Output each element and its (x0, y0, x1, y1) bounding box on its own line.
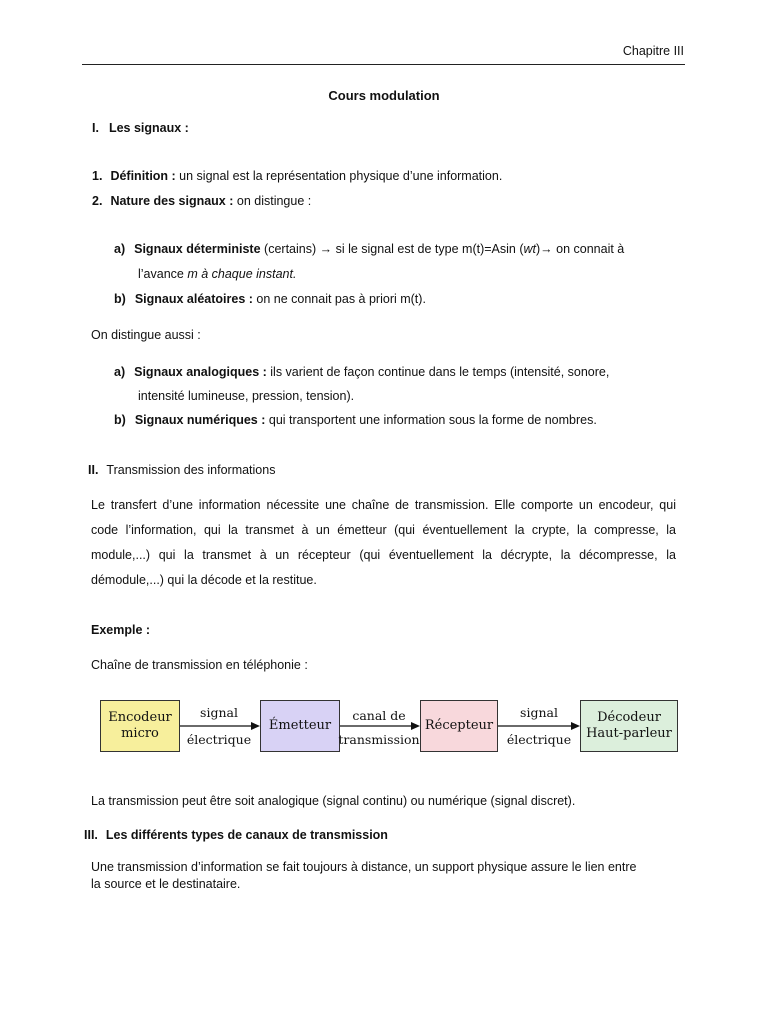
decodeur-box (580, 700, 678, 752)
link-1-bottom-label: électrique (186, 732, 252, 747)
sublist-item-numeriques (114, 412, 597, 428)
recepteur-label: Récepteur (424, 718, 494, 733)
list-item-text: on distingue : (233, 194, 312, 208)
encodeur-box (100, 700, 180, 752)
link-3-bottom-label: électrique (506, 732, 572, 747)
recepteur-box (420, 700, 498, 752)
sublist-item-label: Signaux aléatoires : (134, 292, 253, 306)
section-1-heading (92, 120, 189, 136)
sublist-item-deterministe-line2 (138, 266, 296, 282)
sublist-item-label: Signaux analogiques : (134, 365, 267, 379)
transmission-type-text: La transmission peut être soit analogique (signal continu) ou numérique (signal discret). (91, 794, 576, 808)
sublist-item-letter: a) (114, 365, 126, 379)
header-rule (82, 64, 685, 65)
arrow-right-icon (498, 721, 582, 731)
link-2-top-label: canal de (352, 708, 406, 723)
list-item-text: un signal est la représentation physique d’une information. (175, 169, 503, 183)
sublist-item-text: (certains) → si le signal est de type m(t)=Asin ( (260, 242, 524, 256)
sublist-item-text-end: )→ on connait à (536, 242, 625, 256)
section-3-number: III. (84, 828, 98, 842)
encodeur-label: Encodeur (108, 710, 172, 725)
sublist-item-letter: b) (114, 413, 126, 427)
sublist-item-label: Signaux déterministe (134, 242, 261, 256)
channels-paragraph-line1: Une transmission d’information se fait toujours à distance, un support physique assure le lien entre (91, 860, 637, 874)
sublist-item-deterministe (114, 241, 624, 257)
emetteur-box (260, 700, 340, 752)
sublist-item-analogiques-line2: intensité lumineuse, pression, tension). (138, 389, 355, 403)
sublist-line-italic: m à chaque instant. (187, 267, 297, 281)
arrow-right-icon (340, 721, 422, 731)
sublist-item-letter: b) (114, 292, 126, 306)
section-2-number: II. (88, 463, 99, 477)
sublist-item-label: Signaux numériques : (134, 413, 266, 427)
sublist-item-analogiques (114, 364, 609, 380)
decodeur-label: Décodeur (597, 710, 661, 725)
chapter-label: Chapitre III (622, 44, 684, 58)
page-title: Cours modulation (328, 88, 440, 103)
emetteur-label: Émetteur (268, 718, 332, 733)
list-item-label: Nature des signaux : (110, 194, 234, 208)
section-1-number: I. (92, 121, 99, 135)
link-1-top-label: signal (200, 705, 238, 720)
section-2-heading (88, 462, 275, 478)
transmission-chain-diagram (90, 690, 690, 770)
also-distinguish-text: On distingue aussi : (91, 328, 201, 342)
sublist-line-prefix: l’avance (138, 267, 188, 281)
arrow-right-icon (180, 721, 262, 731)
list-item-number: 2. (92, 194, 103, 208)
link-2-bottom-label: transmission (338, 732, 420, 747)
chain-caption: Chaîne de transmission en téléphonie : (91, 658, 308, 672)
section-3-heading (84, 827, 388, 843)
list-item-number: 1. (92, 169, 103, 183)
encodeur-sublabel: micro (121, 726, 159, 741)
sublist-item-aleatoires (114, 291, 426, 307)
section-3-title: Les différents types de canaux de transmission (105, 828, 388, 842)
link-3-top-label: signal (520, 705, 558, 720)
example-label: Exemple : (91, 623, 151, 637)
sublist-item-text: on ne connait pas à priori m(t). (252, 292, 426, 306)
section-2-title: Transmission des informations (106, 463, 276, 477)
list-item-label: Définition : (110, 169, 176, 183)
sublist-item-letter: a) (114, 242, 126, 256)
section-1-title: Les signaux : (108, 121, 189, 135)
decodeur-sublabel: Haut-parleur (586, 726, 672, 741)
transmission-paragraph: Le transfert d’une information nécessite une chaîne de transmission. Elle comporte un encodeur, qui code l’information, qui la transmet à un émetteur (qui éventuellement la crypte, la compresse, la module,...) qui la transmet à un récepteur (qui éventuellement la décrypte, la décompresse, la démodule,...) qui la décode et la restitue. (91, 498, 676, 587)
sublist-item-text: qui transportent une information sous la forme de nombres. (265, 413, 597, 427)
list-item-definition (92, 168, 502, 184)
list-item-nature (92, 193, 311, 209)
sublist-item-text: ils varient de façon continue dans le temps (intensité, sonore, (266, 365, 610, 379)
sublist-item-italic: wt (523, 242, 536, 256)
channels-paragraph-line2: la source et le destinataire. (91, 877, 241, 891)
